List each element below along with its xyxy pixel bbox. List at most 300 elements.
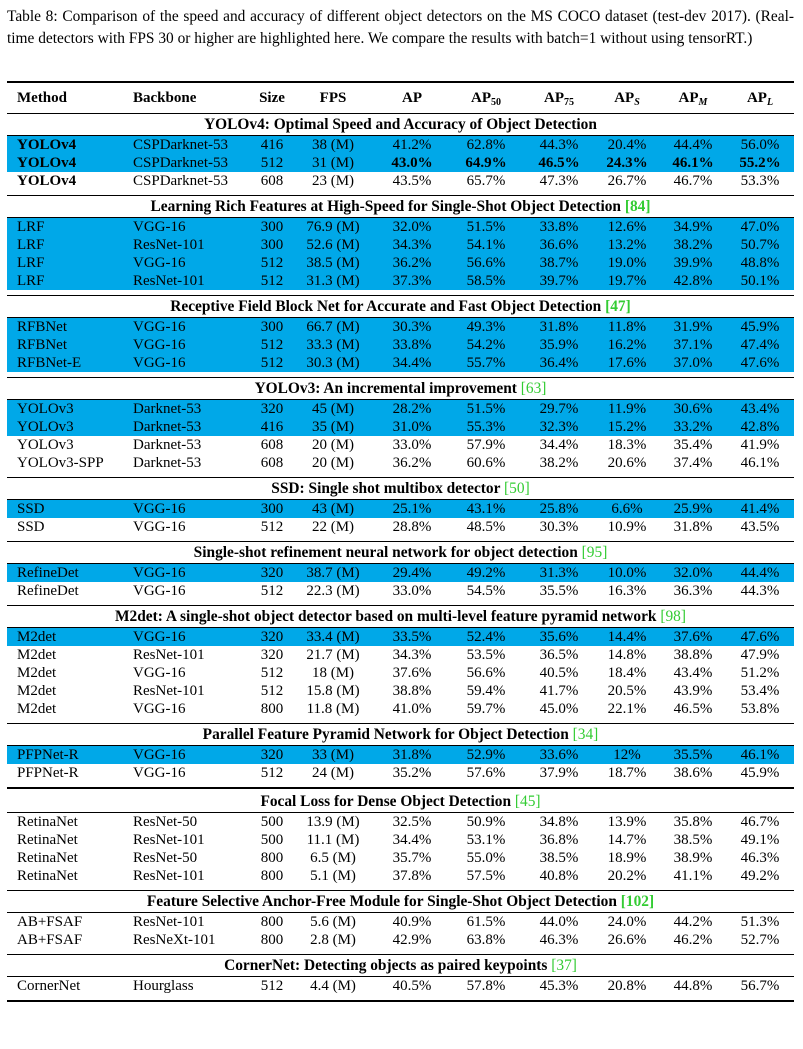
- cell-apl: 48.8%: [740, 255, 780, 271]
- cell-backbone: VGG-16: [133, 665, 186, 681]
- cell-apl: 56.0%: [740, 137, 780, 153]
- cell-aps: 20.8%: [607, 978, 647, 994]
- cell-ap75: 36.5%: [539, 647, 579, 663]
- section-title: [7, 606, 794, 627]
- cell-aps: 16.3%: [607, 583, 647, 599]
- cell-ap50: 53.5%: [466, 647, 506, 663]
- cell-backbone: VGG-16: [133, 765, 186, 781]
- cell-apm: 35.5%: [673, 747, 713, 763]
- cell-ap: 34.3%: [392, 237, 432, 253]
- cell-aps: 12.6%: [607, 219, 647, 235]
- table-row: [7, 977, 794, 995]
- table-row: [7, 354, 794, 372]
- table-row: [7, 849, 794, 867]
- table-row: [7, 400, 794, 418]
- table-row: [7, 664, 794, 682]
- comparison-table: [7, 81, 794, 1002]
- cell-ap50: 51.5%: [466, 401, 506, 417]
- cell-ap: 33.5%: [392, 629, 432, 645]
- cell-apm: 46.5%: [673, 701, 713, 717]
- cell-aps: 14.8%: [607, 647, 647, 663]
- cell-apl: 44.4%: [740, 565, 780, 581]
- cell-backbone: VGG-16: [133, 501, 186, 517]
- cell-aps: 26.7%: [607, 173, 647, 189]
- cell-ap50: 63.8%: [466, 932, 506, 948]
- cell-method: RefineDet: [17, 583, 79, 599]
- table-row: [7, 236, 794, 254]
- cell-ap75: 31.3%: [539, 565, 579, 581]
- cell-backbone: VGG-16: [133, 583, 186, 599]
- cell-aps: 20.4%: [607, 137, 647, 153]
- cell-ap75: 45.3%: [539, 978, 579, 994]
- section-title-text: Single-shot refinement neural network for object detection: [193, 544, 578, 561]
- section-title-text: Receptive Field Block Net for Accurate and Fast Object Detection: [170, 298, 602, 315]
- cell-size: 416: [260, 137, 284, 153]
- table-body: [7, 114, 794, 1002]
- cell-apm: 43.4%: [673, 665, 713, 681]
- cell-ap: 33.0%: [392, 583, 432, 599]
- cell-apm: 38.9%: [673, 850, 713, 866]
- cell-backbone: ResNet-101: [133, 237, 205, 253]
- cell-method: LRF: [17, 273, 45, 289]
- cell-ap: 32.5%: [392, 814, 432, 830]
- cell-method: RFBNet-E: [17, 355, 82, 371]
- cell-ap: 28.8%: [392, 519, 432, 535]
- cell-backbone: VGG-16: [133, 255, 186, 271]
- cell-ap50: 55.7%: [466, 355, 506, 371]
- cell-apl: 47.9%: [740, 647, 780, 663]
- cell-ap75: 35.6%: [539, 629, 579, 645]
- cell-apl: 47.6%: [740, 629, 780, 645]
- cell-ap: 42.9%: [392, 932, 432, 948]
- cell-apl: 52.7%: [740, 932, 780, 948]
- cell-size: 608: [260, 437, 284, 453]
- cell-method: RetinaNet: [17, 814, 78, 830]
- citation-link[interactable]: [47]: [605, 298, 631, 315]
- cell-size: 512: [260, 665, 284, 681]
- cell-fps: 2.8 (M): [310, 932, 356, 948]
- cell-ap: 37.3%: [392, 273, 432, 289]
- cell-backbone: CSPDarknet-53: [133, 155, 228, 171]
- table-row: [7, 831, 794, 849]
- cell-aps: 13.9%: [607, 814, 647, 830]
- table-row: [7, 500, 794, 518]
- cell-backbone: ResNet-101: [133, 832, 205, 848]
- cell-aps: 17.6%: [607, 355, 647, 371]
- cell-backbone: VGG-16: [133, 629, 186, 645]
- cell-size: 512: [260, 583, 284, 599]
- cell-apm: 38.5%: [673, 832, 713, 848]
- cell-ap50: 43.1%: [466, 501, 506, 517]
- header-size: Size: [259, 90, 285, 106]
- cell-ap50: 49.3%: [466, 319, 506, 335]
- cell-aps: 14.7%: [607, 832, 647, 848]
- section-title-text: SSD: Single shot multibox detector: [271, 480, 501, 497]
- cell-ap: 31.0%: [392, 419, 432, 435]
- cell-apm: 39.9%: [673, 255, 713, 271]
- header-apl-base: AP: [746, 90, 767, 106]
- section-title: [7, 542, 794, 563]
- section-title: [7, 724, 794, 745]
- cell-ap75: 41.7%: [539, 683, 579, 699]
- cell-fps: 33 (M): [311, 747, 355, 763]
- cell-fps: 6.5 (M): [310, 850, 356, 866]
- table-row: [7, 646, 794, 664]
- cell-ap75: 37.9%: [539, 765, 579, 781]
- section-title: [7, 791, 794, 812]
- cell-apl: 46.1%: [740, 747, 780, 763]
- cell-ap50: 55.3%: [466, 419, 506, 435]
- cell-size: 320: [260, 401, 284, 417]
- header-aps-sub: S: [634, 97, 640, 108]
- cell-fps: 22 (M): [311, 519, 355, 535]
- table-row: [7, 582, 794, 600]
- cell-method: YOLOv3-SPP: [17, 455, 104, 471]
- cell-ap75: 46.3%: [539, 932, 579, 948]
- cell-backbone: VGG-16: [133, 319, 186, 335]
- cell-apm: 33.2%: [673, 419, 713, 435]
- table-row: [7, 454, 794, 472]
- cell-size: 512: [260, 683, 284, 699]
- table-row: [7, 418, 794, 436]
- cell-ap: 38.8%: [392, 683, 432, 699]
- cell-fps: 22.3 (M): [306, 583, 360, 599]
- cell-aps: 6.6%: [611, 501, 643, 517]
- cell-apm: 32.0%: [673, 565, 713, 581]
- cell-size: 512: [260, 337, 284, 353]
- cell-backbone: VGG-16: [133, 519, 186, 535]
- cell-ap: 35.7%: [392, 850, 432, 866]
- cell-backbone: Darknet-53: [133, 437, 202, 453]
- cell-backbone: ResNeXt-101: [133, 932, 216, 948]
- cell-ap: 37.6%: [392, 665, 432, 681]
- cell-method: RFBNet: [17, 337, 68, 353]
- cell-ap75: 34.4%: [539, 437, 579, 453]
- cell-fps: 23 (M): [311, 173, 355, 189]
- cell-apm: 38.2%: [673, 237, 713, 253]
- cell-ap: 33.8%: [392, 337, 432, 353]
- cell-fps: 76.9 (M): [306, 219, 360, 235]
- cell-size: 800: [260, 868, 284, 884]
- cell-ap75: 31.8%: [539, 319, 579, 335]
- table-row: [7, 564, 794, 582]
- table-row: [7, 136, 794, 154]
- cell-apl: 46.3%: [740, 850, 780, 866]
- bottom-rule: [7, 1000, 794, 1002]
- cell-fps: 11.8 (M): [306, 701, 360, 717]
- cell-apl: 41.9%: [740, 437, 780, 453]
- cell-apm: 37.0%: [673, 355, 713, 371]
- cell-ap50: 62.8%: [466, 137, 506, 153]
- cell-method: M2det: [17, 683, 57, 699]
- table-row: [7, 154, 794, 172]
- cell-aps: 22.1%: [607, 701, 647, 717]
- cell-backbone: ResNet-101: [133, 647, 205, 663]
- cell-fps: 38 (M): [311, 137, 355, 153]
- header-apm-sub: M: [698, 97, 708, 108]
- cell-method: YOLOv4: [17, 137, 77, 153]
- cell-ap50: 57.8%: [466, 978, 506, 994]
- cell-method: AB+FSAF: [17, 932, 83, 948]
- cell-method: M2det: [17, 647, 57, 663]
- cell-apm: 35.8%: [673, 814, 713, 830]
- table-row: [7, 318, 794, 336]
- section-title-text: M2det: A single-shot object detector based on multi-level feature pyramid network: [115, 608, 657, 625]
- cell-aps: 14.4%: [607, 629, 647, 645]
- header-method: Method: [17, 90, 67, 106]
- cell-size: 300: [260, 219, 284, 235]
- cell-fps: 24 (M): [311, 765, 355, 781]
- cell-ap75: 38.2%: [539, 455, 579, 471]
- cell-backbone: Hourglass: [133, 978, 194, 994]
- cell-fps: 38.7 (M): [306, 565, 360, 581]
- cell-ap: 31.8%: [392, 747, 432, 763]
- cell-apl: 49.1%: [740, 832, 780, 848]
- cell-apm: 44.4%: [673, 137, 713, 153]
- cell-apl: 56.7%: [740, 978, 780, 994]
- table-row: [7, 272, 794, 290]
- section-title-text: YOLOv3: An incremental improvement: [254, 380, 517, 397]
- citation-link[interactable]: [50]: [504, 480, 530, 497]
- cell-ap50: 54.5%: [466, 583, 506, 599]
- cell-size: 608: [260, 455, 284, 471]
- cell-ap: 40.9%: [392, 914, 432, 930]
- table-caption: Table 8: Comparison of the speed and accuracy of different object detectors on the MS COCO dataset (test-dev 2017). (Real-time detectors with FPS 30 or higher are highlighted here. We compare the results with batch=1 without using tensorRT.): [7, 8, 794, 47]
- citation-link[interactable]: [37]: [551, 957, 577, 974]
- cell-ap75: 33.8%: [539, 219, 579, 235]
- cell-ap50: 50.9%: [466, 814, 506, 830]
- cell-apl: 45.9%: [740, 765, 780, 781]
- section-title-text: Focal Loss for Dense Object Detection: [260, 793, 512, 810]
- cell-ap75: 46.5%: [538, 155, 580, 171]
- cell-ap50: 59.4%: [466, 683, 506, 699]
- cell-method: PFPNet-R: [17, 747, 79, 763]
- cell-ap50: 51.5%: [466, 219, 506, 235]
- cell-size: 512: [260, 765, 284, 781]
- cell-apm: 37.4%: [673, 455, 713, 471]
- cell-aps: 24.0%: [607, 914, 647, 930]
- cell-method: SSD: [17, 501, 45, 517]
- cell-method: LRF: [17, 219, 45, 235]
- cell-ap75: 36.8%: [539, 832, 579, 848]
- cell-apl: 50.7%: [740, 237, 780, 253]
- cell-ap75: 36.4%: [539, 355, 579, 371]
- header-ap50-sub: 50: [491, 97, 501, 108]
- cell-ap50: 60.6%: [466, 455, 506, 471]
- cell-apl: 50.1%: [740, 273, 780, 289]
- header-aps-base: AP: [614, 90, 635, 106]
- cell-aps: 19.0%: [607, 255, 647, 271]
- cell-ap: 33.0%: [392, 437, 432, 453]
- cell-size: 800: [260, 701, 284, 717]
- cell-ap75: 32.3%: [539, 419, 579, 435]
- cell-apm: 36.3%: [673, 583, 713, 599]
- cell-apm: 31.8%: [673, 519, 713, 535]
- cell-method: YOLOv4: [17, 155, 77, 171]
- table-row: [7, 813, 794, 831]
- cell-size: 320: [260, 629, 284, 645]
- cell-ap50: 56.6%: [466, 665, 506, 681]
- cell-apm: 46.2%: [673, 932, 713, 948]
- cell-ap50: 52.4%: [466, 629, 506, 645]
- cell-backbone: VGG-16: [133, 355, 186, 371]
- cell-ap: 37.8%: [392, 868, 432, 884]
- cell-aps: 20.2%: [607, 868, 647, 884]
- cell-size: 512: [260, 355, 284, 371]
- cell-backbone: Darknet-53: [133, 401, 202, 417]
- header-apl: [725, 83, 795, 118]
- section-title-text: Feature Selective Anchor-Free Module for Single-Shot Object Detection: [146, 893, 617, 910]
- cell-size: 800: [260, 914, 284, 930]
- cell-apl: 43.5%: [740, 519, 780, 535]
- cell-fps: 38.5 (M): [306, 255, 360, 271]
- cell-backbone: VGG-16: [133, 701, 186, 717]
- cell-fps: 33.3 (M): [306, 337, 360, 353]
- citation-link[interactable]: [63]: [520, 380, 547, 397]
- header-ap75: [523, 83, 595, 118]
- cell-apl: 51.3%: [740, 914, 780, 930]
- cell-apl: 45.9%: [740, 319, 780, 335]
- cell-backbone: ResNet-101: [133, 273, 205, 289]
- cell-ap75: 39.7%: [539, 273, 579, 289]
- cell-apl: 44.3%: [740, 583, 780, 599]
- cell-apm: 30.6%: [673, 401, 713, 417]
- cell-apm: 25.9%: [673, 501, 713, 517]
- table-row: [7, 336, 794, 354]
- cell-method: PFPNet-R: [17, 765, 79, 781]
- cell-backbone: VGG-16: [133, 219, 186, 235]
- cell-size: 800: [260, 932, 284, 948]
- cell-ap: 41.0%: [392, 701, 432, 717]
- table-row: [7, 700, 794, 718]
- table-row: [7, 172, 794, 190]
- table-row: [7, 218, 794, 236]
- section-title-text: Learning Rich Features at High-Speed for Single-Shot Object Detection: [150, 198, 621, 215]
- cell-size: 320: [260, 647, 284, 663]
- cell-ap: 32.0%: [392, 219, 432, 235]
- cell-size: 512: [260, 273, 284, 289]
- cell-ap75: 47.3%: [539, 173, 579, 189]
- cell-apm: 37.1%: [673, 337, 713, 353]
- citation-link[interactable]: [45]: [514, 793, 541, 810]
- cell-ap50: 54.2%: [466, 337, 506, 353]
- cell-fps: 35 (M): [311, 419, 355, 435]
- cell-ap75: 30.3%: [539, 519, 579, 535]
- cell-aps: 20.5%: [607, 683, 647, 699]
- cell-ap75: 36.6%: [539, 237, 579, 253]
- citation-link[interactable]: [95]: [581, 544, 608, 561]
- cell-ap75: 34.8%: [539, 814, 579, 830]
- cell-size: 416: [260, 419, 284, 435]
- cell-size: 500: [260, 814, 284, 830]
- table-row: [7, 746, 794, 764]
- cell-apl: 53.3%: [740, 173, 780, 189]
- cell-apm: 42.8%: [673, 273, 713, 289]
- cell-aps: 26.6%: [607, 932, 647, 948]
- cell-backbone: ResNet-50: [133, 814, 198, 830]
- header-apm-base: AP: [678, 90, 699, 106]
- citation-link[interactable]: [84]: [624, 198, 651, 215]
- cell-ap75: 29.7%: [539, 401, 579, 417]
- cell-apm: 37.6%: [673, 629, 713, 645]
- cell-aps: 16.2%: [607, 337, 647, 353]
- cell-ap75: 40.8%: [539, 868, 579, 884]
- cell-method: M2det: [17, 629, 57, 645]
- cell-ap50: 64.9%: [465, 155, 507, 171]
- cell-ap50: 57.6%: [466, 765, 506, 781]
- citation-link[interactable]: [98]: [660, 608, 686, 625]
- cell-aps: 11.8%: [607, 319, 647, 335]
- cell-ap: 41.2%: [392, 137, 432, 153]
- cell-ap50: 59.7%: [466, 701, 506, 717]
- cell-ap75: 25.8%: [539, 501, 579, 517]
- table-row: [7, 764, 794, 782]
- cell-ap75: 35.9%: [539, 337, 579, 353]
- cell-apm: 46.7%: [673, 173, 713, 189]
- cell-backbone: VGG-16: [133, 565, 186, 581]
- cell-ap50: 49.2%: [466, 565, 506, 581]
- header-apm: [657, 83, 729, 118]
- header-ap50-base: AP: [471, 90, 491, 106]
- cell-ap75: 44.3%: [539, 137, 579, 153]
- cell-aps: 18.3%: [607, 437, 647, 453]
- citation-link[interactable]: [102]: [620, 893, 655, 910]
- table-row: [7, 931, 794, 949]
- cell-apl: 55.2%: [739, 155, 781, 171]
- table-row: [7, 436, 794, 454]
- cell-apl: 53.4%: [740, 683, 780, 699]
- header-ap75-sub: 75: [564, 97, 574, 108]
- cell-method: YOLOv3: [17, 437, 74, 453]
- cell-apl: 41.4%: [740, 501, 780, 517]
- cell-method: YOLOv3: [17, 419, 74, 435]
- cell-ap50: 54.1%: [466, 237, 506, 253]
- citation-link[interactable]: [34]: [572, 726, 599, 743]
- cell-size: 800: [260, 850, 284, 866]
- cell-backbone: ResNet-101: [133, 914, 205, 930]
- cell-backbone: CSPDarknet-53: [133, 173, 228, 189]
- cell-backbone: VGG-16: [133, 337, 186, 353]
- cell-size: 320: [260, 565, 284, 581]
- cell-ap50: 65.7%: [466, 173, 506, 189]
- cell-apm: 38.8%: [673, 647, 713, 663]
- section-title: [7, 891, 794, 912]
- table-row: [7, 682, 794, 700]
- cell-ap75: 38.7%: [539, 255, 579, 271]
- cell-fps: 18 (M): [311, 665, 355, 681]
- cell-method: RefineDet: [17, 565, 79, 581]
- cell-fps: 33.4 (M): [306, 629, 360, 645]
- cell-backbone: ResNet-50: [133, 850, 198, 866]
- cell-ap: 34.4%: [392, 832, 432, 848]
- cell-size: 512: [260, 519, 284, 535]
- cell-apl: 53.8%: [740, 701, 780, 717]
- table-row: [7, 867, 794, 885]
- cell-fps: 21.7 (M): [306, 647, 360, 663]
- cell-fps: 31.3 (M): [306, 273, 360, 289]
- cell-fps: 31 (M): [311, 155, 355, 171]
- table-row: [7, 628, 794, 646]
- section-title-text: Parallel Feature Pyramid Network for Object Detection: [202, 726, 569, 743]
- cell-apm: 38.6%: [673, 765, 713, 781]
- cell-ap50: 55.0%: [466, 850, 506, 866]
- cell-aps: 10.9%: [607, 519, 647, 535]
- cell-fps: 15.8 (M): [306, 683, 360, 699]
- cell-fps: 20 (M): [311, 455, 355, 471]
- cell-fps: 13.9 (M): [306, 814, 360, 830]
- cell-apm: 44.2%: [673, 914, 713, 930]
- cell-ap75: 33.6%: [539, 747, 579, 763]
